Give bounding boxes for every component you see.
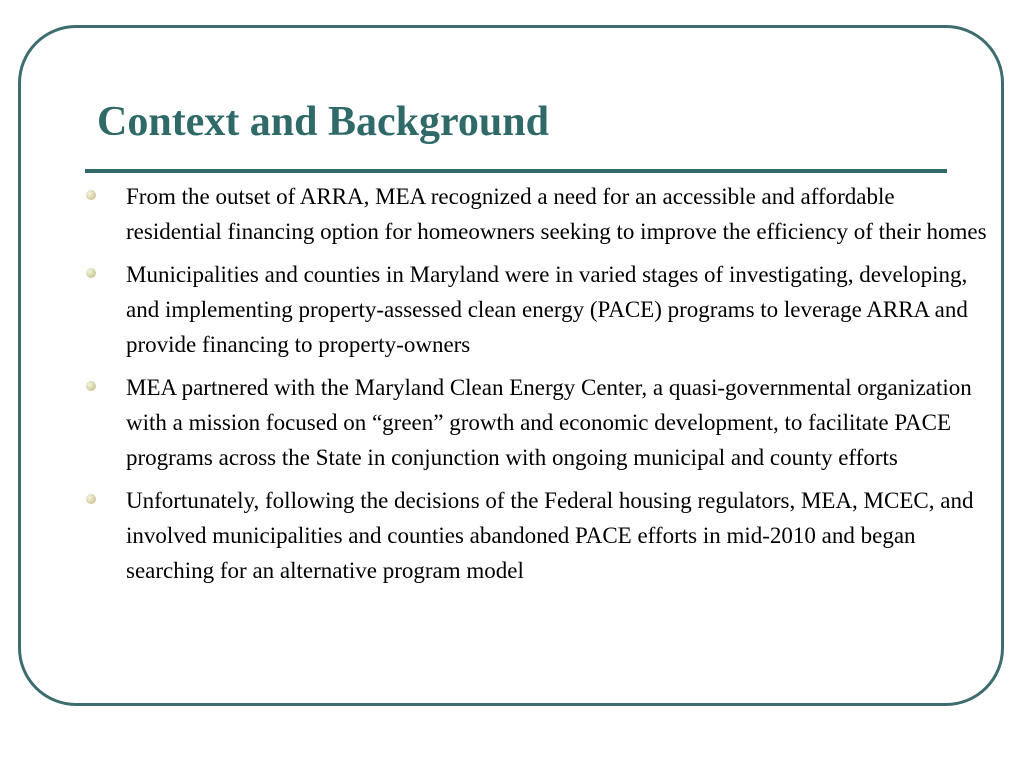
round-bullet-icon xyxy=(86,381,96,391)
round-bullet-icon xyxy=(86,268,96,278)
bullet-list xyxy=(84,179,989,596)
list-item xyxy=(84,370,989,475)
slide-title: Context and Background xyxy=(97,99,549,145)
bullet-text: MEA partnered with the Maryland Clean Energy Center, a quasi-governmental organization with a mission focused on “green” growth and economic development, to facilitate PACE programs across the State in conjunction with ongoing municipal and county efforts xyxy=(126,375,972,470)
list-item xyxy=(84,257,989,362)
bullet-text: Municipalities and counties in Maryland were in varied stages of investigating, developing, and implementing property-assessed clean energy (PACE) programs to leverage ARRA and provide financing to property-owners xyxy=(126,262,968,357)
title-underline xyxy=(85,169,947,173)
round-bullet-icon xyxy=(86,190,96,200)
bullet-text: From the outset of ARRA, MEA recognized a need for an accessible and affordable residential financing option for homeowners seeking to improve the efficiency of their homes xyxy=(126,184,987,244)
list-item xyxy=(84,483,989,588)
list-item xyxy=(84,179,989,249)
bullet-text: Unfortunately, following the decisions of the Federal housing regulators, MEA, MCEC, and involved municipalities and counties abandoned PACE efforts in mid-2010 and began searching for an alternative program model xyxy=(126,488,974,583)
round-bullet-icon xyxy=(86,494,96,504)
